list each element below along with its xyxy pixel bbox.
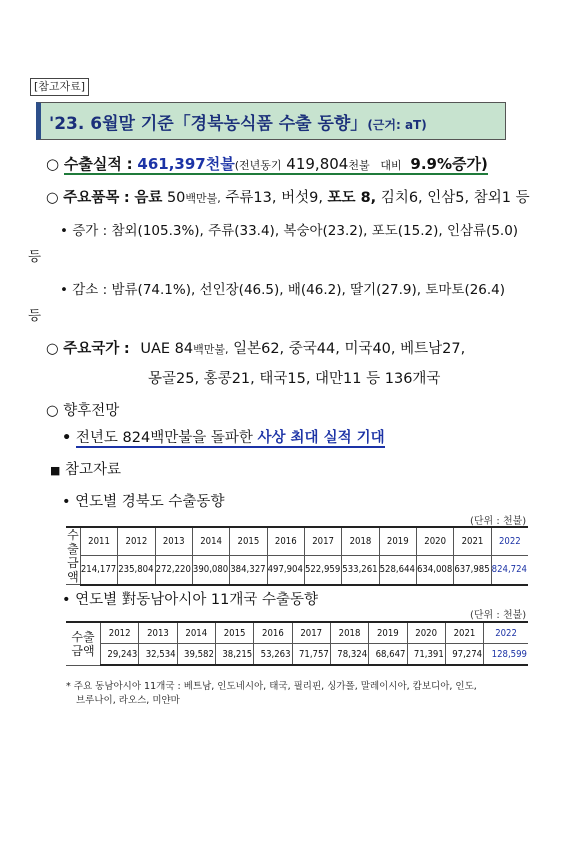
year-cell: 2022 xyxy=(484,622,528,644)
year-cell: 2018 xyxy=(330,622,368,644)
value-cell: 522,959 xyxy=(304,556,341,585)
value-cell: 71,391 xyxy=(407,644,445,666)
value-cell: 390,080 xyxy=(192,556,229,585)
year-cell: 2014 xyxy=(192,527,229,556)
value-cell: 78,324 xyxy=(330,644,368,666)
table-header-row xyxy=(66,622,528,644)
value-cell: 824,724 xyxy=(491,556,528,585)
outlook-label: 향후전망 xyxy=(63,403,120,419)
year-cell: 2022 xyxy=(491,527,528,556)
export-compare-value: 419,804 xyxy=(286,155,349,173)
year-cell: 2019 xyxy=(379,527,416,556)
outlook-heading: ○ 향후전망 xyxy=(46,403,120,419)
year-cell: 2020 xyxy=(407,622,445,644)
year-cell: 2018 xyxy=(342,527,379,556)
year-cell: 2017 xyxy=(304,527,341,556)
value-cell: 634,008 xyxy=(416,556,453,585)
items-label: 주요품목 xyxy=(63,190,120,206)
value-cell: 528,644 xyxy=(379,556,416,585)
title-source: (근거: aT) xyxy=(367,118,427,132)
table1-unit: (단위 : 천불) xyxy=(470,516,527,527)
table1 xyxy=(66,526,528,586)
value-cell: 53,263 xyxy=(254,644,292,666)
value-cell: 533,261 xyxy=(342,556,379,585)
row-label: 수출 금액 xyxy=(67,528,79,584)
year-cell: 2017 xyxy=(292,622,330,644)
items-line: ○ 주요품목 : 음료 50백만불, 주류13, 버섯9, 포도 8, 김치6, 인삼5, 참외1 등 xyxy=(46,190,530,206)
value-cell: 637,985 xyxy=(454,556,491,585)
footnote-line1: * 주요 동남아시아 11개국 : 베트남, 인도네시아, 태국, 필리핀, 싱가폴, 말레이시아, 캄보디아, 인도, xyxy=(66,681,477,692)
year-cell: 2016 xyxy=(267,527,304,556)
items-grape: 포도 8, xyxy=(327,190,377,206)
increase-line-2: 등 xyxy=(28,249,42,265)
footnote-line2: 브루나이, 라오스, 미얀마 xyxy=(76,695,180,706)
table2 xyxy=(66,621,528,666)
year-cell: 2015 xyxy=(215,622,253,644)
increase-line: • 증가 : 참외(105.3%), 주류(33.4), 복숭아(23.2), 포도(15.2), 인삼류(5.0) xyxy=(60,223,519,239)
export-compare-prefix: (전년동기 xyxy=(234,159,282,172)
table-value-row xyxy=(66,556,528,585)
year-cell: 2016 xyxy=(254,622,292,644)
value-cell: 29,243 xyxy=(101,644,139,666)
year-cell: 2014 xyxy=(177,622,215,644)
value-cell: 384,327 xyxy=(230,556,267,585)
year-cell: 2019 xyxy=(369,622,407,644)
value-cell: 71,757 xyxy=(292,644,330,666)
countries-label: 주요국가 xyxy=(63,341,120,357)
year-cell: 2013 xyxy=(155,527,192,556)
year-cell: 2020 xyxy=(416,527,453,556)
year-cell: 2013 xyxy=(139,622,177,644)
title-main: '23. 6월말 기준「경북농식품 수출 동향」 xyxy=(49,114,368,134)
ref-section-heading: ■ 참고자료 xyxy=(50,462,122,478)
year-cell: 2021 xyxy=(454,527,491,556)
year-cell: 2015 xyxy=(230,527,267,556)
export-result-value: 461,397천불 xyxy=(137,155,235,173)
export-result-label: 수출실적 xyxy=(63,155,122,173)
table2-title: • 연도별 對동남아시아 11개국 수출동향 xyxy=(62,592,319,608)
title-text xyxy=(49,109,427,134)
value-cell: 235,804 xyxy=(118,556,155,585)
outlook-highlight: 사상 최대 실적 기대 xyxy=(257,430,385,446)
value-cell: 97,274 xyxy=(445,644,483,666)
year-cell: 2021 xyxy=(445,622,483,644)
decrease-line-2: 등 xyxy=(28,308,42,324)
outlook-text: • 전년도 824백만불을 돌파한 사상 최대 실적 기대 xyxy=(62,430,385,446)
value-cell: 497,904 xyxy=(267,556,304,585)
countries-line: ○ 주요국가 : UAE 84백만불, 일본62, 중국44, 미국40, 베트남27, xyxy=(46,341,466,357)
value-cell: 68,647 xyxy=(369,644,407,666)
bullet-circle: ○ xyxy=(46,155,60,173)
export-result-line: ○ 수출실적 : 461,397천불(전년동기 419,804천불 대비 9.9%증가) xyxy=(46,155,488,173)
table2-unit: (단위 : 천불) xyxy=(470,610,527,621)
row-label: 수출 금액 xyxy=(66,622,101,665)
year-cell: 2012 xyxy=(118,527,155,556)
countries-line-2: 몽골25, 홍콩21, 태국15, 대만11 등 136개국 xyxy=(148,371,441,387)
items-category: 음료 xyxy=(134,190,163,206)
reference-label: [참고자료] xyxy=(30,78,89,96)
title-box xyxy=(36,102,506,140)
value-cell: 214,177 xyxy=(80,556,117,585)
ref-section-label: 참고자료 xyxy=(65,462,122,478)
value-cell: 272,220 xyxy=(155,556,192,585)
year-cell: 2012 xyxy=(101,622,139,644)
value-cell: 39,582 xyxy=(177,644,215,666)
value-cell: 128,599 xyxy=(484,644,528,666)
table-header-row xyxy=(66,527,528,556)
decrease-line: • 감소 : 밤류(74.1%), 선인장(46.5), 배(46.2), 딸기(27.9), 토마토(26.4) xyxy=(60,282,506,298)
table-value-row xyxy=(66,644,528,666)
export-growth: 9.9%증가) xyxy=(410,155,488,173)
value-cell: 32,534 xyxy=(139,644,177,666)
year-cell: 2011 xyxy=(80,527,117,556)
table1-title: • 연도별 경북도 수출동향 xyxy=(62,494,225,510)
value-cell: 38,215 xyxy=(215,644,253,666)
